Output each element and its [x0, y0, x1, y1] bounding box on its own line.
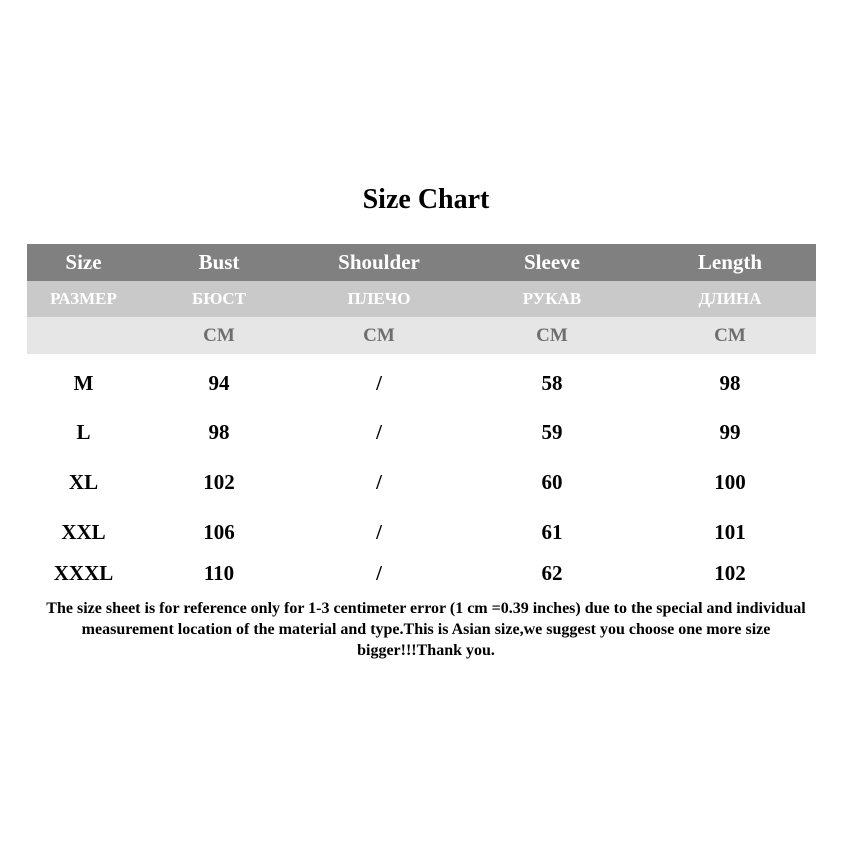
- bust-cell: 98: [208, 420, 230, 444]
- table-row: [27, 508, 816, 556]
- header-sleeve-ru: РУКАВ: [522, 289, 582, 308]
- header-bust-ru: БЮСТ: [192, 289, 246, 308]
- bust-cell: 94: [208, 370, 230, 395]
- sleeve-cell: 59: [541, 420, 563, 444]
- size-table: [27, 244, 816, 590]
- sleeve-cell: 58: [541, 370, 563, 395]
- header-row-russian: [27, 281, 816, 317]
- size-cell: XXL: [61, 519, 106, 544]
- table-row: [27, 456, 816, 508]
- shoulder-cell: /: [376, 519, 382, 544]
- size-cell: XXXL: [53, 560, 114, 585]
- header-shoulder-ru: ПЛЕЧО: [347, 289, 411, 308]
- size-cell: XL: [68, 469, 99, 494]
- header-row-units: [27, 317, 816, 354]
- shoulder-cell: /: [376, 370, 382, 395]
- shoulder-cell: /: [376, 420, 382, 444]
- sleeve-cell: 61: [541, 519, 563, 544]
- header-sleeve: Sleeve: [524, 250, 580, 274]
- unit-sleeve: CM: [536, 324, 568, 346]
- table-row: [27, 409, 816, 456]
- header-row-english: [27, 244, 816, 281]
- header-shoulder: Shoulder: [338, 250, 420, 274]
- length-cell: 98: [719, 370, 741, 395]
- header-length-ru: ДЛИНА: [698, 289, 762, 308]
- bust-cell: 102: [203, 469, 235, 494]
- page-title: Size Chart: [362, 184, 490, 215]
- length-cell: 99: [719, 420, 741, 444]
- table-row: [27, 357, 816, 409]
- shoulder-cell: /: [376, 560, 382, 585]
- sleeve-cell: 60: [541, 469, 563, 494]
- unit-shoulder: CM: [363, 324, 395, 346]
- sleeve-cell: 62: [541, 560, 563, 585]
- header-size-ru: РАЗМЕР: [50, 289, 117, 308]
- bust-cell: 106: [203, 519, 235, 544]
- length-cell: 102: [714, 560, 746, 585]
- header-bust: Bust: [198, 250, 240, 274]
- header-size: Size: [65, 250, 102, 274]
- unit-length: CM: [714, 324, 746, 346]
- header-length: Length: [697, 250, 763, 274]
- bust-cell: 110: [203, 560, 235, 585]
- unit-bust: CM: [203, 324, 235, 346]
- length-cell: 100: [714, 469, 746, 494]
- shoulder-cell: /: [376, 469, 382, 494]
- length-cell: 101: [714, 519, 746, 544]
- size-disclaimer-note: The size sheet is for reference only for 1-3 centimeter error (1 cm =0.39 inches) due to the special and individual measurement location of the material and type.This is Asian size,we suggest you choose one more size bigger!!!Thank you.: [46, 600, 806, 659]
- size-cell: L: [76, 420, 91, 444]
- size-cell: M: [73, 370, 94, 395]
- table-row: [27, 556, 816, 590]
